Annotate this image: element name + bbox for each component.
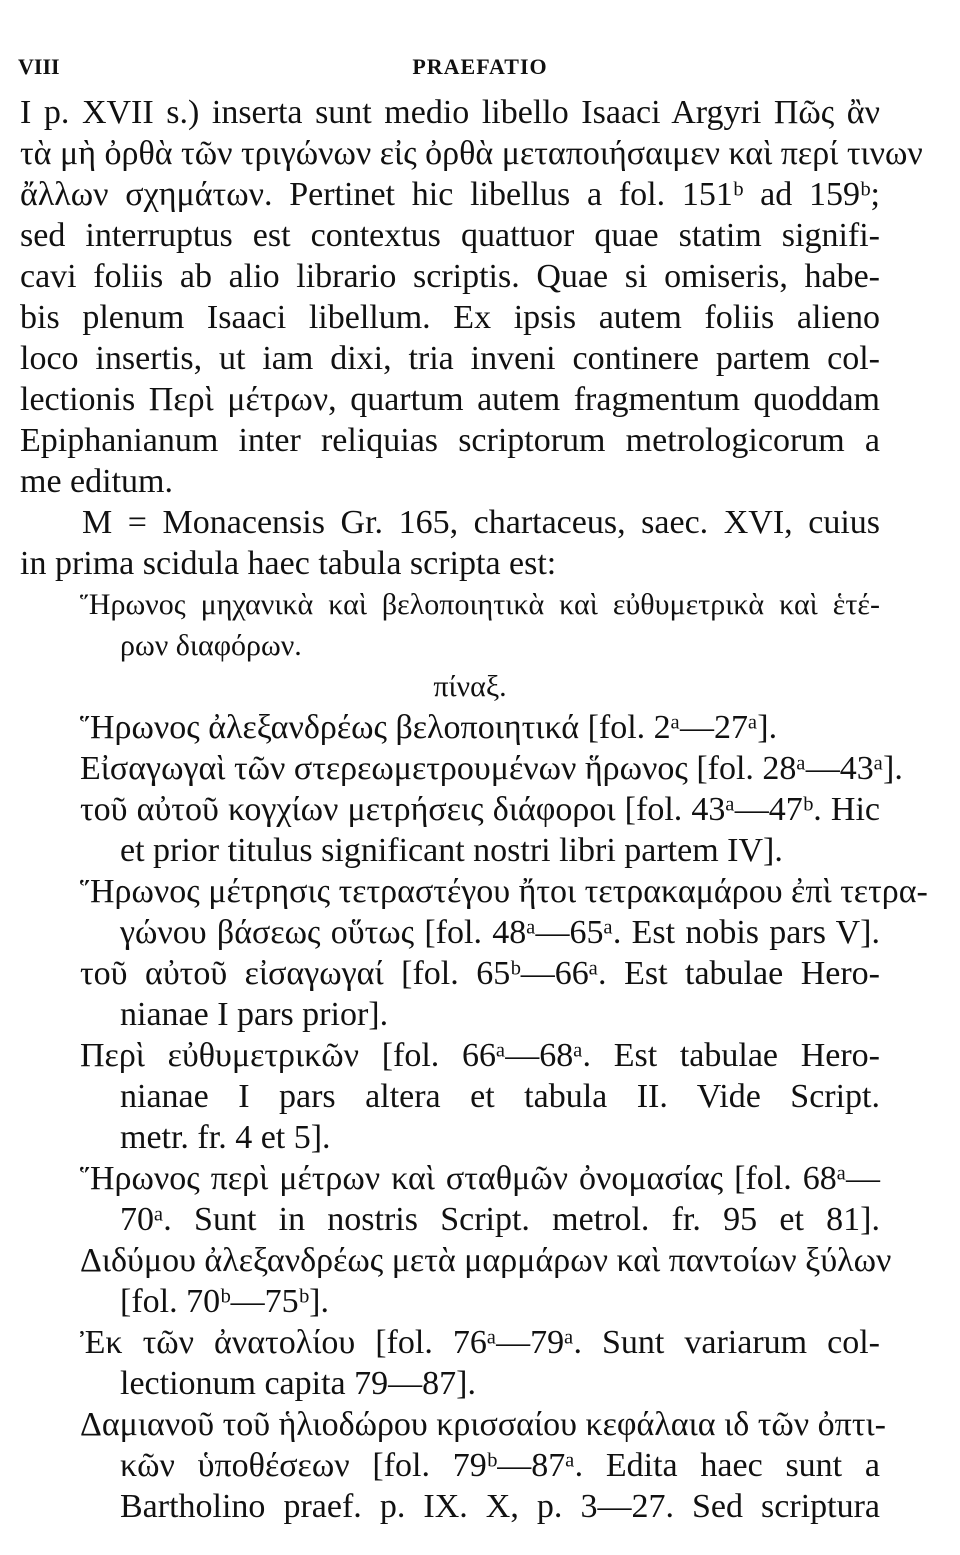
catalog-entry: κῶν ὑποθέσεων [fol. 79ᵇ—87ᵃ. Edita haec sunt a — [120, 1447, 880, 1484]
text-line: Epiphanianum inter reliquias scriptorum metrologicorum a — [20, 422, 880, 459]
catalog-entry: lectionum capita 79—87]. — [120, 1365, 476, 1402]
catalog-entry: Ἐκ τῶν ἀνατολίου [fol. 76ᵃ—79ᵃ. Sunt variarum col- — [80, 1324, 880, 1361]
text-line: M = Monacensis Gr. 165, chartaceus, saec. XVI, cuius — [82, 504, 880, 541]
page-number: VIII — [18, 54, 60, 79]
catalog-entry: Bartholino praef. p. IX. X, p. 3—27. Sed scriptura — [120, 1488, 880, 1525]
page-header — [18, 54, 942, 90]
catalog-entry: Εἰσαγωγαὶ τῶν στερεωμετρουμένων ἥρωνος [fol. 28ᵃ—43ᵃ]. — [80, 750, 903, 787]
catalog-entry: [fol. 70ᵇ—75ᵇ]. — [120, 1283, 329, 1320]
text-line: τὰ μὴ ὀρθὰ τῶν τριγώνων εἰς ὀρθὰ μεταποιήσαιμεν καὶ περί τινων — [20, 135, 923, 172]
catalog-entry: et prior titulus significant nostri libri partem IV]. — [120, 832, 783, 869]
catalog-heading: πίναξ. — [433, 670, 507, 703]
catalog-line: ρων διαφόρων. — [120, 629, 302, 662]
text-line: sed interruptus est contextus quattuor quae statim signifi- — [20, 217, 880, 254]
text-line: lectionis Περὶ μέτρων, quartum autem fragmentum quoddam — [20, 381, 880, 418]
catalog-entry: 70ᵃ. Sunt in nostris Script. metrol. fr. 95 et 81]. — [120, 1201, 880, 1238]
text-line: ἄλλων σχημάτων. Pertinet hic libellus a fol. 151ᵇ ad 159ᵇ; — [20, 176, 880, 213]
catalog-entry: Δαμιανοῦ τοῦ ἡλιοδώρου κρισσαίου κεφάλαια ιδ τῶν ὀπτι- — [80, 1406, 886, 1443]
catalog-entry: τοῦ αὐτοῦ κογχίων μετρήσεις διάφοροι [fol. 43ᵃ—47ᵇ. Hic — [80, 791, 880, 828]
catalog-entry: Ἥρωνος ἀλεξανδρέως βελοποιητικά [fol. 2ᵃ—27ᵃ]. — [80, 709, 778, 746]
preface-text — [20, 92, 928, 1527]
catalog-line: Ἥρωνος μηχανικὰ καὶ βελοποιητικὰ καὶ εὐθυμετρικὰ καὶ ἑτέ- — [80, 588, 880, 621]
text-line: me editum. — [20, 463, 173, 500]
catalog-entry: Ἥρωνος μέτρησις τετραστέγου ἤτοι τετρακαμάρου ἐπὶ τετρα- — [80, 873, 928, 910]
running-title: PRAEFATIO — [412, 54, 548, 79]
text-line: in prima scidula haec tabula scripta est: — [20, 545, 557, 582]
text-line: cavi foliis ab alio librario scriptis. Quae si omiseris, habe- — [20, 258, 880, 295]
text-line: loco insertis, ut iam dixi, tria inveni continere partem col- — [20, 340, 880, 377]
catalog-entry: nianae I pars altera et tabula II. Vide Script. — [120, 1078, 880, 1115]
catalog-entry: γώνου βάσεως οὕτως [fol. 48ᵃ—65ᵃ. Est nobis pars V]. — [120, 914, 880, 951]
catalog-entry: τοῦ αὐτοῦ εἰσαγωγαί [fol. 65ᵇ—66ᵃ. Est tabulae Hero- — [80, 955, 880, 992]
catalog-entry: metr. fr. 4 et 5]. — [120, 1119, 331, 1156]
catalog-entry: Ἥρωνος περὶ μέτρων καὶ σταθμῶν ὀνομασίας [fol. 68ᵃ— — [80, 1160, 880, 1197]
catalog-entry: nianae I pars prior]. — [120, 996, 389, 1033]
catalog-entry: Διδύμου ἀλεξανδρέως μετὰ μαρμάρων καὶ παντοίων ξύλων — [80, 1242, 892, 1279]
catalog-entry: Περὶ εὐθυμετρικῶν [fol. 66ᵃ—68ᵃ. Est tabulae Hero- — [80, 1037, 880, 1074]
text-line: bis plenum Isaaci libellum. Ex ipsis autem foliis alieno — [20, 299, 880, 336]
text-line: I p. XVII s.) inserta sunt medio libello Isaaci Argyri Πῶς ἂν — [20, 94, 880, 131]
